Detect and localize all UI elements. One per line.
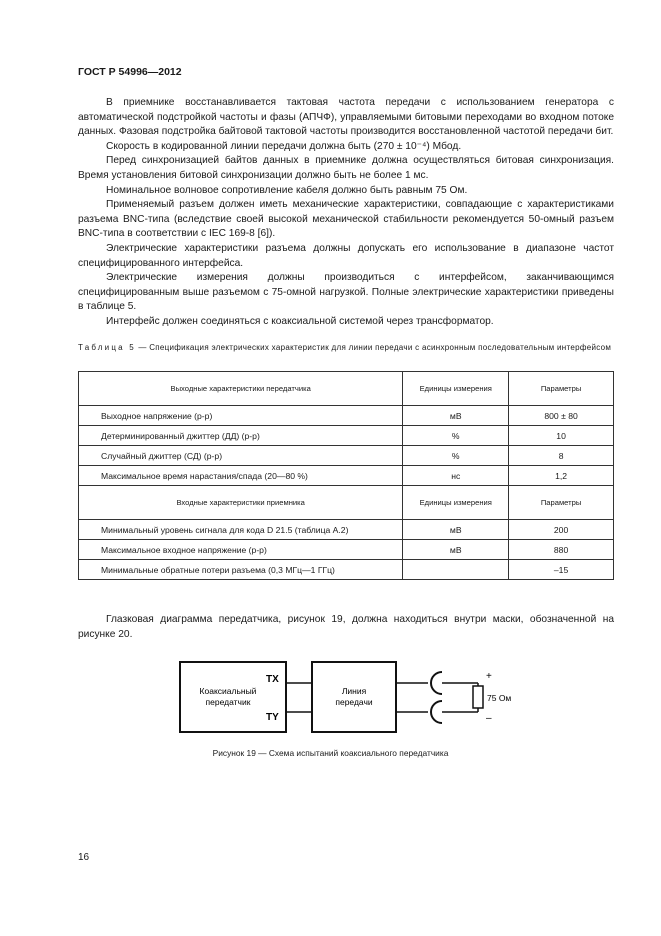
table-cell: –15 — [509, 560, 614, 580]
document-header: ГОСТ Р 54996—2012 — [78, 66, 182, 78]
header-cell: Единицы измерения — [403, 486, 509, 520]
table-row — [79, 426, 614, 446]
table-cell: % — [403, 426, 509, 446]
paragraph: Интерфейс должен соединяться с коаксиальной системой через трансформатор. — [106, 315, 494, 327]
test-circuit-diagram — [160, 650, 540, 745]
table-cell: мВ — [403, 406, 509, 426]
table-cell: Минимальный уровень сигнала для кода D 21.5 (таблица А.2) — [79, 520, 403, 540]
load-label: 75 Ом — [487, 693, 512, 703]
minus-sign: – — [486, 713, 492, 724]
load-resistor-icon — [473, 686, 483, 708]
body-text — [78, 96, 614, 330]
table-caption-lead: Таблица 5 — [78, 343, 136, 352]
table-row — [79, 466, 614, 486]
table-cell: 800 ± 80 — [509, 406, 614, 426]
table-cell: Минимальные обратные потери разъема (0,3 МГц—1 ГГц) — [79, 560, 403, 580]
paragraph: В приемнике восстанавливается тактовая частота передачи с использованием генератора с автоматической подстройкой частоты и фазы (АПЧФ), управляемыми битовыми переходами во входном потоке данных. Фазовая подстройка байтовой тактовой частоты производится восстановленной частотой передачи бит. — [78, 97, 614, 138]
transmission-line-label: Линия — [341, 686, 367, 696]
plus-sign: + — [486, 671, 492, 682]
page-number: 16 — [78, 852, 90, 863]
paragraph: Скорость в кодированной линии передачи должна быть (270 ± 10⁻⁴) Мбод. — [106, 140, 462, 152]
figure-caption: Рисунок 19 — Схема испытаний коаксиального передатчика — [212, 748, 449, 758]
table-header-row — [79, 372, 614, 406]
transmitter-label: передатчик — [205, 697, 251, 707]
table-cell: 10 — [509, 426, 614, 446]
table-cell: Выходное напряжение (р-р) — [79, 406, 403, 426]
table-caption — [78, 342, 614, 353]
table-cell — [403, 560, 509, 580]
connector-bottom-icon — [431, 701, 442, 723]
table-cell: 200 — [509, 520, 614, 540]
header-cell: Единицы измерения — [403, 372, 509, 406]
pin-ty-label: TY — [266, 712, 279, 723]
transmission-line-label: передачи — [335, 697, 373, 707]
header-cell: Входные характеристики приемника — [79, 486, 403, 520]
paragraph-after-table: Глазковая диаграмма передатчика, рисунок 19, должна находиться внутри маски, обозначенной на рисунке 20. — [78, 614, 614, 640]
table-cell: % — [403, 446, 509, 466]
table-row — [79, 560, 614, 580]
paragraph: Применяемый разъем должен иметь механические характеристики, совпадающие с характеристиками разъема BNC-типа (вследствие своей высокой механической стабильности рекомендуется 50-омный разъем BNC-типа в соответствии с IEC 169-8 [6]). — [78, 199, 614, 240]
table-caption-text: — Спецификация электрических характеристик для линии передачи с асинхронным последовательным интерфейсом — [135, 343, 612, 352]
header-cell: Параметры — [509, 372, 614, 406]
header-cell: Выходные характеристики передатчика — [79, 372, 403, 406]
table-cell: мВ — [403, 520, 509, 540]
table-cell: Максимальное время нарастания/спада (20—80 %) — [79, 466, 403, 486]
table-row — [79, 540, 614, 560]
table-subheader-row — [79, 486, 614, 520]
table-row — [79, 406, 614, 426]
table-cell: нс — [403, 466, 509, 486]
header-cell: Параметры — [509, 486, 614, 520]
paragraph: Электрические характеристики разъема должны допускать его использование в диапазоне частот специфицированного интерфейса. — [78, 242, 614, 269]
transmitter-label: Коаксиальный — [199, 686, 257, 696]
paragraph: Перед синхронизацией байтов данных в приемнике должна осуществляться битовая синхронизация. Время установления битовой синхронизации должно быть не более 1 мс. — [78, 155, 614, 181]
table-cell: мВ — [403, 540, 509, 560]
paragraph: Электрические измерения должны производиться с интерфейсом, заканчивающимся специфицированным выше разъемом с 75-омной нагрузкой. Полные электрические характеристики приведены в таблице 5. — [78, 272, 614, 313]
table-cell: Случайный джиттер (СД) (р-р) — [79, 446, 403, 466]
connector-top-icon — [431, 672, 442, 694]
paragraph: Номинальное волновое сопротивление кабеля должно быть равным 75 Ом. — [106, 184, 468, 196]
table-cell: Детерминированный джиттер (ДД) (р-р) — [79, 426, 403, 446]
table-cell: Максимальное входное напряжение (р-р) — [79, 540, 403, 560]
table-row — [79, 520, 614, 540]
pin-tx-label: TX — [266, 674, 279, 685]
table-cell: 880 — [509, 540, 614, 560]
table-cell: 8 — [509, 446, 614, 466]
table-row — [79, 446, 614, 466]
table-cell: 1,2 — [509, 466, 614, 486]
spec-table — [78, 371, 614, 580]
